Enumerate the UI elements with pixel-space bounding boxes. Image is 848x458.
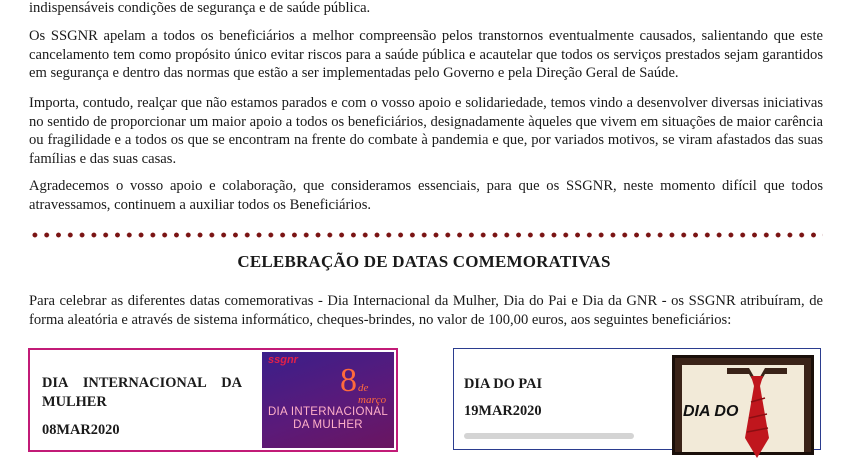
poster-day: 8	[340, 362, 357, 399]
blurred-name-line	[464, 433, 634, 439]
poster-month: de março	[358, 382, 387, 406]
card-womens-day	[28, 348, 398, 452]
section-heading: CELEBRAÇÃO DE DATAS COMEMORATIVAS	[237, 252, 611, 271]
section-intro: Para celebrar as diferentes datas comemorativas - Dia Internacional da Mulher, Dia do Pai e Dia da GNR - os SSGNR atribuíram, de forma aleatória e através de sistema informático, cheques-brindes, no valor de 100,00 euros, aos seguintes beneficiários:	[29, 293, 823, 328]
card-date: 19MAR2020	[464, 403, 542, 419]
dotted-divider	[29, 231, 823, 239]
tie-icon	[727, 368, 787, 458]
card-title: DIA INTERNACIONAL DA MULHER	[42, 375, 242, 410]
card-fathers-day	[453, 348, 821, 450]
womens-day-poster	[262, 352, 394, 448]
poster-caption: DIA INTERNACIONAL DA MULHER	[267, 406, 389, 431]
paragraph-initiatives: Importa, contudo, realçar que não estamos parados e com o vosso apoio e solidariedade, temos vindo a desenvolver diversas iniciativas no sentido de proporcionar um maior apoio a todos os beneficiários, designadamente àqueles que vivem em situações de maior carência ou fragilidade e a todos os que se encontram na frente do combate à pandemia e que, por variados motivos, se viram afastados das suas famílias e das suas casas.	[29, 95, 823, 167]
card-date: 08MAR2020	[42, 422, 120, 438]
paragraph-apology: Os SSGNR apelam a todos os beneficiários a melhor compreensão pelos transtornos eventualmente causados, salientando que este cancelamento tem como propósito único evitar riscos para a saúde pública e acautelar que todos os serviços prestados sejam garantidos em segurança e dentro das normas que estão a ser implementadas pelo Governo e pela Direção Geral de Saúde.	[29, 28, 823, 82]
paragraph-thanks: Agradecemos o vosso apoio e colaboração, que consideramos essenciais, para que os SSGNR, neste momento difícil que todos atravessamos, continuem a auxiliar todos os Beneficiários.	[29, 178, 823, 213]
poster-text: DIA DO	[683, 403, 739, 420]
fathers-day-poster	[672, 355, 814, 455]
poster-brand: ssgnr	[268, 354, 298, 366]
card-title: DIA DO PAI	[464, 376, 543, 392]
paragraph-closing-line: indispensáveis condições de segurança e de saúde pública.	[29, 0, 371, 16]
